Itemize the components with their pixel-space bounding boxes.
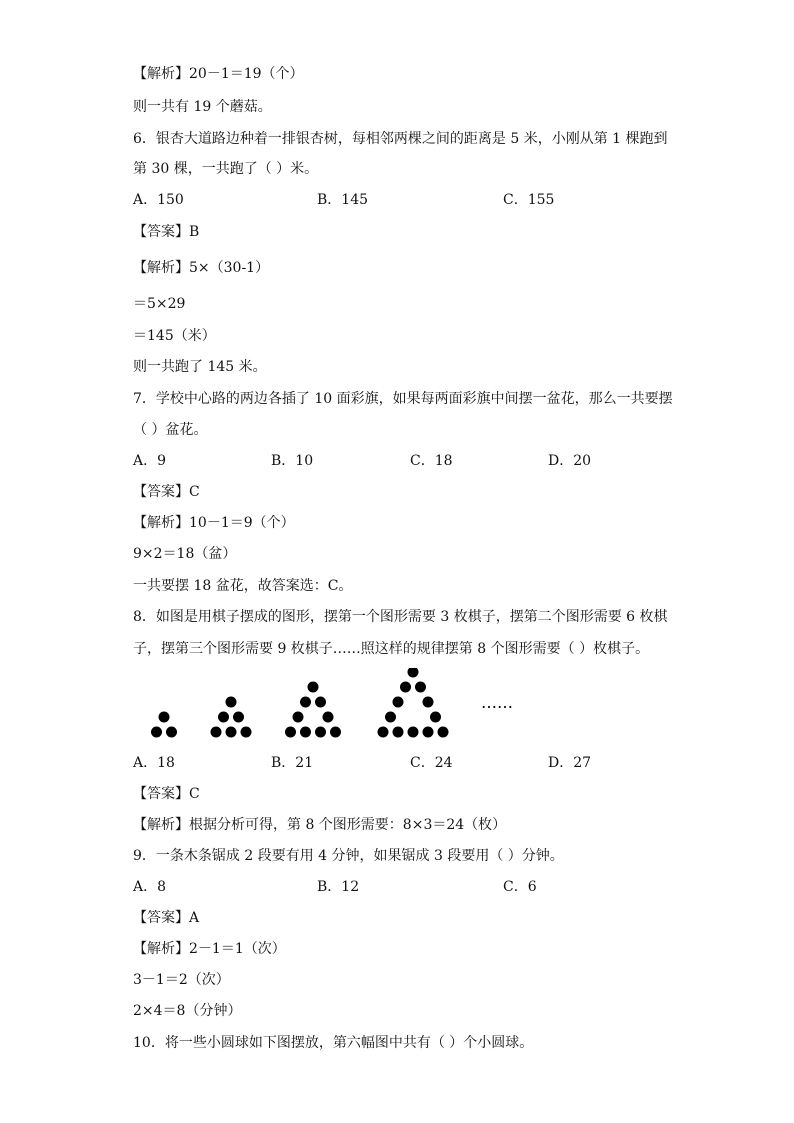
chess-piece <box>315 697 326 708</box>
q8-analysis: 【解析】根据分析可得，第 8 个图形需要：8×3＝24（枚） <box>133 817 507 833</box>
chess-piece <box>151 727 162 738</box>
chess-pieces-figure <box>140 668 540 744</box>
q6-analysis-2: ＝5×29 <box>133 296 186 312</box>
q6-option-c: C．155 <box>503 192 555 208</box>
question-9: 9．一条木条锯成 2 段要有用 4 分钟，如果锯成 3 段要用（ ）分钟。 <box>133 848 564 864</box>
question-10: 10．将一些小圆球如下图摆放，第六幅图中共有（ ）个小圆球。 <box>133 1035 534 1051</box>
chess-piece <box>408 727 419 738</box>
chess-piece <box>300 727 311 738</box>
chess-piece <box>159 712 170 723</box>
figure-ellipsis: …… <box>481 693 513 712</box>
chess-piece <box>315 727 326 738</box>
q8-option-a: A．18 <box>133 755 175 771</box>
q7-option-b: B．10 <box>271 453 314 469</box>
chess-piece <box>393 727 404 738</box>
figure-3 <box>285 682 341 738</box>
q9-analysis-3: 2×4＝8（分钟） <box>133 1003 242 1019</box>
question-8-line-1: 8．如图是用棋子摆成的图形，摆第一个图形需要 3 枚棋子，摆第二个图形需要 6 枚棋 <box>133 609 668 625</box>
chess-piece <box>218 712 229 723</box>
q7-option-c: C．18 <box>410 453 453 469</box>
q7-analysis-3: 一共要摆 18 盆花，故答案选：C。 <box>133 578 353 594</box>
q6-option-a: A．150 <box>133 192 184 208</box>
chess-piece <box>378 727 389 738</box>
q9-option-b: B．12 <box>317 879 360 895</box>
q6-answer: 【答案】B <box>133 224 200 240</box>
chess-piece <box>241 727 252 738</box>
q9-analysis-2: 3－1＝2（次） <box>133 972 230 988</box>
q7-analysis-2: 9×2＝18（盆） <box>133 546 237 562</box>
question-6-line-2: 第 30 棵，一共跑了（ ）米。 <box>133 161 319 177</box>
q7-option-d: D．20 <box>548 453 592 469</box>
q6-analysis-3: ＝145（米） <box>133 328 216 344</box>
chess-piece <box>166 727 177 738</box>
chess-piece <box>293 712 304 723</box>
chess-piece <box>226 697 237 708</box>
q9-option-c: C．6 <box>503 879 537 895</box>
question-6-line-1: 6．银杏大道路边种着一排银杏树，每相邻两棵之间的距离是 5 米，小刚从第 1 棵跑到 <box>133 131 668 147</box>
q9-analysis-1: 【解析】2－1＝1（次） <box>133 941 286 957</box>
q7-option-a: A．9 <box>133 453 167 469</box>
chess-piece <box>233 712 244 723</box>
q7-analysis-1: 【解析】10－1＝9（个） <box>133 515 295 531</box>
chess-piece <box>423 697 434 708</box>
chess-piece <box>300 697 311 708</box>
chess-piece <box>415 682 426 693</box>
q9-option-a: A．8 <box>133 879 167 895</box>
q7-answer: 【答案】C <box>133 484 200 500</box>
chess-piece <box>385 712 396 723</box>
q6-analysis-1: 【解析】5×（30-1） <box>133 260 270 276</box>
figure-2 <box>211 697 252 738</box>
question-7-line-2: （ ）盆花。 <box>133 422 208 438</box>
analysis-line: 【解析】20－1＝19（个） <box>133 66 304 82</box>
chess-piece <box>400 682 411 693</box>
chess-piece <box>308 682 319 693</box>
chess-piece <box>430 712 441 723</box>
chess-piece <box>330 727 341 738</box>
chess-piece <box>323 712 334 723</box>
chess-piece <box>285 727 296 738</box>
q9-answer: 【答案】A <box>133 910 200 926</box>
figure-4 <box>378 668 449 738</box>
chess-piece <box>226 727 237 738</box>
chess-piece <box>438 727 449 738</box>
conclusion-line: 则一共有 19 个蘑菇。 <box>133 99 272 115</box>
q8-option-b: B．21 <box>271 755 314 771</box>
chess-piece <box>408 668 419 678</box>
chess-piece <box>211 727 222 738</box>
question-7-line-1: 7．学校中心路的两边各插了 10 面彩旗，如果每两面彩旗中间摆一盆花，那么一共要摆 <box>133 391 673 407</box>
chess-piece <box>423 727 434 738</box>
q8-option-d: D．27 <box>548 755 592 771</box>
q8-answer: 【答案】C <box>133 786 200 802</box>
q6-option-b: B．145 <box>317 192 369 208</box>
q8-option-c: C．24 <box>410 755 453 771</box>
figure-1 <box>151 712 177 738</box>
q6-analysis-4: 则一共跑了 145 米。 <box>133 359 267 375</box>
question-8-line-2: 子，摆第三个图形需要 9 枚棋子……照这样的规律摆第 8 个图形需要（ ）枚棋子。 <box>133 641 650 657</box>
chess-piece <box>393 697 404 708</box>
